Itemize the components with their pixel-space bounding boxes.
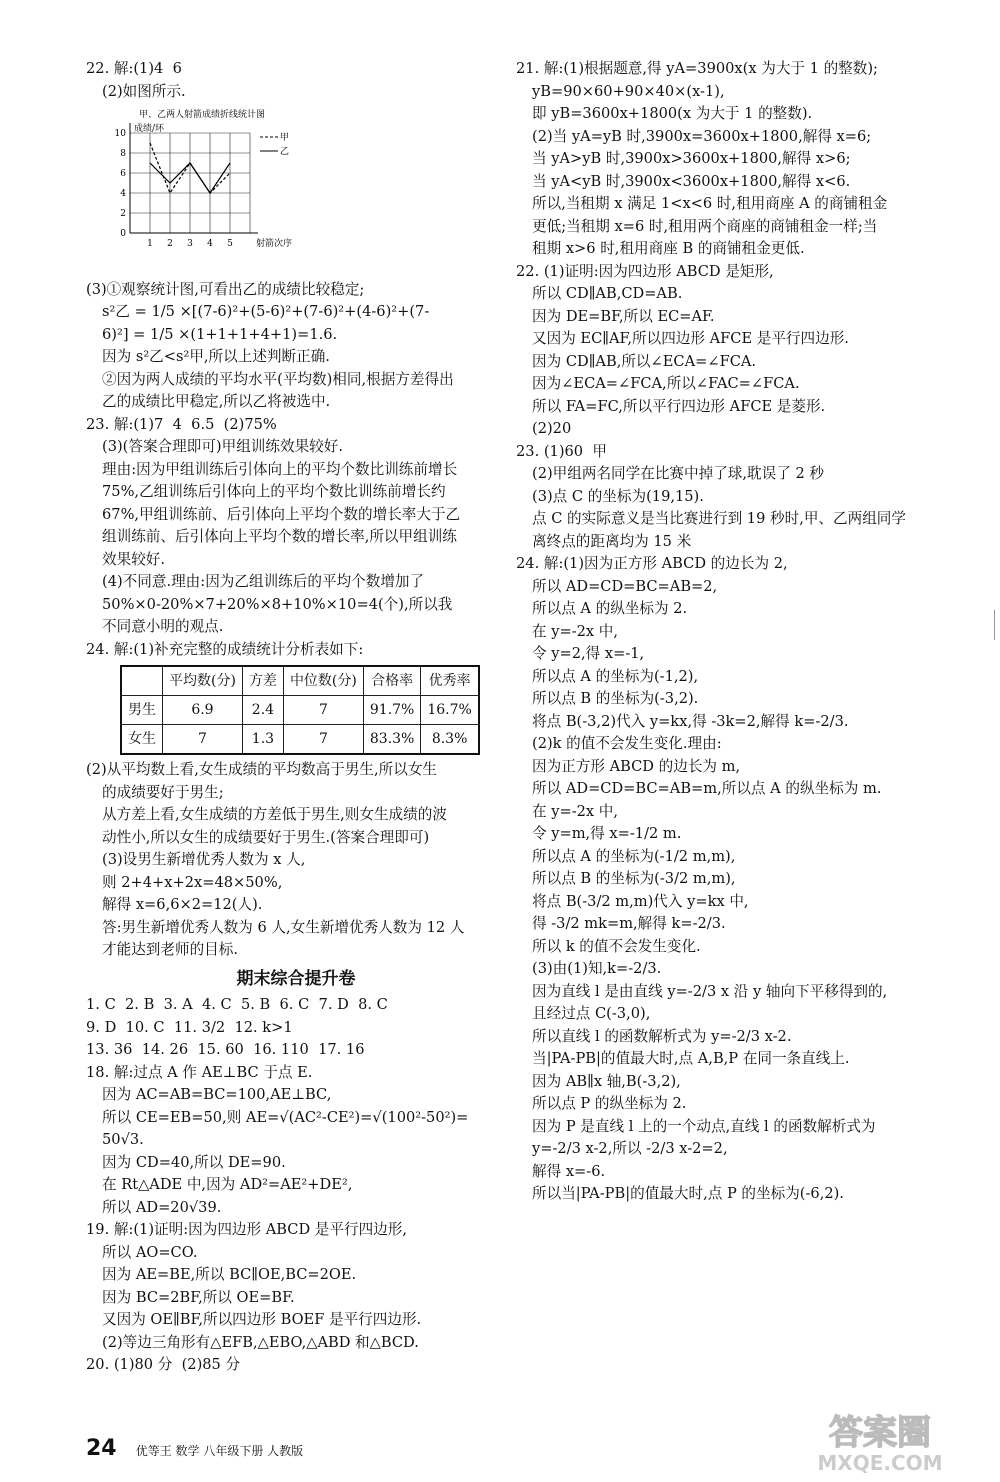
text-line: 得 -3/2 mk=m,解得 k=-2/3.	[532, 915, 726, 932]
text-line: 理由:因为甲组训练后引体向上的平均个数比训练前增长	[102, 460, 458, 478]
text-line: (2)等边三角形有△EFB,△EBO,△ABD 和△BCD.	[102, 1333, 419, 1351]
text-line: 所以 AD=20√39.	[102, 1198, 222, 1216]
text-line: 当 yA<yB 时,3900x<3600x+1800,解得 x<6.	[532, 172, 851, 190]
page-footer	[86, 1436, 303, 1461]
text-line: 所以点 A 的纵坐标为 2.	[532, 600, 688, 617]
text-line: 在 Rt△ADE 中,因为 AD²=AE²+DE²,	[102, 1176, 353, 1193]
text-line: yB=90×60+90×40×(x-1),	[532, 82, 725, 100]
text-line: 75%,乙组训练后引体向上的平均个数比训练前增长约	[102, 483, 446, 500]
text-line: (2)k 的值不会发生变化.理由:	[532, 735, 722, 752]
text-line: 答:男生新增优秀人数为 6 人,女生新增优秀人数为 12 人	[102, 918, 465, 936]
text-line: 50√3.	[102, 1131, 144, 1148]
table-cell: 2.4	[242, 696, 283, 725]
text-line: 23. (1)60 甲	[516, 442, 607, 460]
question-23-block	[86, 414, 506, 639]
text-line: 22. 解:(1)4 6	[86, 60, 182, 77]
text-line: 24. 解:(1)因为正方形 ABCD 的边长为 2,	[516, 555, 788, 572]
text-line: 因为直线 l 是由直线 y=-2/3 x 沿 y 轴向下平移得到的,	[532, 982, 888, 1000]
text-line: (2)从平均数上看,女生成绩的平均数高于男生,所以女生	[86, 761, 438, 778]
table-cell: 男生	[121, 696, 163, 725]
text-line: (2)如图所示.	[102, 82, 186, 100]
question-18-block	[86, 1062, 506, 1220]
section-title: 期末综合提升卷	[236, 968, 356, 989]
text-line: (4)不同意.理由:因为乙组训练后的平均个数增加了	[102, 573, 425, 590]
text-line: 因为 AE=BE,所以 BC∥OE,BC=2OE.	[102, 1266, 357, 1283]
y-tick-label: 6	[120, 169, 126, 179]
table-cell: 女生	[121, 725, 163, 755]
text-line: 令 y=2,得 x=-1,	[532, 645, 645, 662]
text-line: 的成绩要好于男生;	[102, 783, 224, 801]
text-line: 所以 AO=CO.	[102, 1243, 198, 1261]
text-line: 更低;当租期 x=6 时,租用两个商座的商铺租金一样;当	[532, 217, 878, 235]
text-line: 点 C 的实际意义是当比赛进行到 19 秒时,甲、乙两组同学	[532, 510, 906, 527]
text-line: ②因为两人成绩的平均水平(平均数)相同,根据方差得出	[102, 370, 454, 388]
text-line: 所以 CD∥AB,CD=AB.	[532, 285, 683, 302]
text-line: 所以 FA=FC,所以平行四边形 AFCE 是菱形.	[532, 397, 826, 415]
text-line: 所以点 B 的坐标为(-3/2 m,m),	[532, 870, 736, 887]
text-line: 因为 CD=40,所以 DE=90.	[102, 1153, 286, 1171]
text-line: 20. (1)80 分 (2)85 分	[86, 1356, 241, 1373]
text-line: 令 y=m,得 x=-1/2 m.	[532, 825, 682, 842]
text-line: 将点 B(-3/2 m,m)代入 y=kx 中,	[532, 892, 749, 910]
text-line: 且经过点 C(-3,0),	[532, 1005, 651, 1022]
table-cell: 中位数(分)	[283, 666, 363, 696]
x-axis-label: 射箭次序	[256, 239, 293, 249]
text-line: 组训练前、后引体向上平均个数的增长率,所以甲组训练	[102, 528, 457, 545]
table-cell: 16.7%	[421, 696, 479, 725]
text-line: 所以 AD=CD=BC=AB=m,所以点 A 的纵坐标为 m.	[532, 780, 882, 797]
text-line: 效果较好.	[102, 550, 166, 568]
text-line: 所以直线 l 的函数解析式为 y=-2/3 x-2.	[532, 1027, 792, 1045]
y-tick-label: 2	[120, 209, 126, 219]
text-line: (3)设男生新增优秀人数为 x 人,	[102, 851, 306, 868]
text-line: 所以点 B 的坐标为(-3,2).	[532, 690, 699, 707]
y-tick-label: 8	[120, 149, 126, 159]
table-cell: 6.9	[163, 696, 243, 725]
left-column	[86, 58, 506, 1377]
y-axis-label: 成绩/环	[134, 124, 165, 134]
right-column	[516, 58, 956, 1206]
text-line: 解得 x=6,6×2=12(人).	[102, 896, 263, 913]
x-tick-label: 2	[167, 239, 173, 249]
question-24-solution	[516, 553, 956, 1206]
table-cell: 1.3	[242, 725, 283, 755]
text-line: 所以点 A 的坐标为(-1/2 m,m),	[532, 847, 736, 865]
table-cell: 平均数(分)	[163, 666, 243, 696]
text-line: 9. D 10. C 11. 3/2 12. k>1	[86, 1018, 293, 1036]
y-tick-label: 4	[120, 189, 126, 199]
table-row	[121, 725, 479, 755]
table-cell: 8.3%	[421, 725, 479, 755]
text-line: 所以 CE=EB=50,则 AE=√(AC²-CE²)=√(100²-50²)=	[102, 1108, 469, 1126]
text-line: (2)当 yA=yB 时,3900x=3600x+1800,解得 x=6;	[532, 127, 872, 145]
table-cell: 7	[283, 725, 363, 755]
text-line: (3)由(1)知,k=-2/3.	[532, 960, 662, 977]
legend-label-jia: 甲	[280, 133, 290, 143]
y-tick-label: 0	[120, 229, 126, 239]
y-tick-label: 10	[114, 129, 126, 139]
text-line: 在 y=-2x 中,	[532, 622, 619, 640]
text-line: 22. (1)证明:因为四边形 ABCD 是矩形,	[516, 262, 774, 280]
legend-label-yi: 乙	[280, 147, 290, 157]
text-line: (3)点 C 的坐标为(19,15).	[532, 487, 704, 505]
chart-svg	[102, 107, 302, 267]
table-cell: 91.7%	[363, 696, 420, 725]
text-line: (2)20	[532, 420, 572, 437]
text-line: 将点 B(-3,2)代入 y=kx,得 -3k=2,解得 k=-2/3.	[532, 712, 849, 730]
text-line: 因为 BC=2BF,所以 OE=BF.	[102, 1288, 295, 1306]
page-number: 24	[86, 1436, 117, 1461]
table-cell: 83.3%	[363, 725, 420, 755]
text-line: 又因为 OE∥BF,所以四边形 BOEF 是平行四边形.	[102, 1311, 422, 1328]
question-22-part3	[86, 279, 506, 414]
text-line: 乙的成绩比甲稳定,所以乙将被选中.	[102, 393, 331, 410]
text-line: 1. C 2. B 3. A 4. C 5. B 6. C 7. D 8. C	[86, 996, 388, 1013]
text-line: 因为 DE=BF,所以 EC=AF.	[532, 307, 715, 325]
text-line: 即 yB=3600x+1800(x 为大于 1 的整数).	[532, 105, 813, 122]
question-20-block	[86, 1354, 506, 1377]
text-line: 又因为 EC∥AF,所以四边形 AFCE 是平行四边形.	[532, 330, 849, 347]
text-line: 当 yA>yB 时,3900x>3600x+1800,解得 x>6;	[532, 150, 851, 167]
stats-table	[120, 665, 480, 755]
table-cell: 优秀率	[421, 666, 479, 696]
text-line: 不同意小明的观点.	[102, 618, 224, 635]
x-tick-label: 1	[147, 239, 153, 249]
text-line: 13. 36 14. 26 15. 60 16. 110 17. 16	[86, 1041, 365, 1058]
question-24-block	[86, 639, 506, 662]
text-line: 50%×0-20%×7+20%×8+10%×10=4(个),所以我	[102, 595, 453, 613]
margin-mark	[994, 610, 995, 640]
table-row	[121, 696, 479, 725]
text-line: 因为正方形 ABCD 的边长为 m,	[532, 757, 741, 775]
question-21-block	[516, 58, 956, 261]
text-line: 离终点的距离均为 15 米	[532, 532, 692, 550]
question-22-proof	[516, 261, 956, 441]
text-line: 在 y=-2x 中,	[532, 802, 619, 820]
text-line: y=-2/3 x-2,所以 -2/3 x-2=2,	[532, 1140, 728, 1157]
question-19-block	[86, 1219, 506, 1354]
watermark-logo	[780, 1406, 980, 1476]
x-tick-label: 4	[207, 239, 213, 249]
x-tick-label: 3	[187, 239, 193, 249]
text-line: 因为 s²乙<s²甲,所以上述判断正确.	[102, 348, 330, 365]
text-line: 动性小,所以女生的成绩要好于男生.(答案合理即可)	[102, 828, 430, 846]
table-cell: 7	[163, 725, 243, 755]
text-line: 租期 x>6 时,租用商座 B 的商铺租金更低.	[532, 240, 805, 257]
x-tick-label: 5	[227, 239, 233, 249]
text-line: s²乙 = 1/5 ×[(7-6)²+(5-6)²+(7-6)²+(4-6)²+(7-	[102, 303, 430, 320]
text-line: 所以当|PA-PB|的值最大时,点 P 的坐标为(-6,2).	[532, 1185, 844, 1202]
text-line: 所以 k 的值不会发生变化.	[532, 937, 701, 955]
text-line: 所以点 A 的坐标为(-1,2),	[532, 667, 699, 685]
text-line: 因为 AB∥x 轴,B(-3,2),	[532, 1072, 681, 1090]
footer-text: 优等王 数学 八年级下册 人教版	[135, 1444, 304, 1458]
text-line: 所以,当租期 x 满足 1<x<6 时,租用商座 A 的商铺租金	[532, 195, 888, 212]
text-line: 当|PA-PB|的值最大时,点 A,B,P 在同一条直线上.	[532, 1050, 850, 1067]
text-line: 所以 AD=CD=BC=AB=2,	[532, 577, 718, 595]
text-line: 18. 解:过点 A 作 AE⊥BC 于点 E.	[86, 1063, 313, 1081]
text-line: (3)①观察统计图,可看出乙的成绩比较稳定;	[86, 280, 365, 298]
multiple-choice-answers	[86, 994, 506, 1062]
watermark-line1: 答案圈	[829, 1413, 931, 1453]
text-line: 才能达到老师的目标.	[102, 941, 238, 958]
line-chart	[102, 107, 506, 275]
text-line: 67%,甲组训练前、后引体向上平均个数的增长率大于乙	[102, 505, 461, 523]
text-line: 从方差上看,女生成绩的方差低于男生,则女生成绩的波	[102, 806, 447, 823]
text-line: 因为 CD∥AB,所以∠ECA=∠FCA.	[532, 352, 757, 370]
table-header-row	[121, 666, 479, 696]
table-cell	[121, 666, 163, 696]
text-line: 24. 解:(1)补充完整的成绩统计分析表如下:	[86, 640, 364, 658]
text-line: (2)甲组两名同学在比赛中掉了球,耽误了 2 秒	[532, 465, 824, 482]
watermark-line2: MXQE.COM	[817, 1451, 943, 1475]
text-line: 解得 x=-6.	[532, 1162, 606, 1180]
text-line: 因为 AC=AB=BC=100,AE⊥BC,	[102, 1086, 332, 1103]
question-24-rest	[86, 759, 506, 962]
text-line: 6)²] = 1/5 ×(1+1+1+4+1)=1.6.	[102, 325, 338, 343]
text-line: 则 2+4+x+2x=48×50%,	[102, 873, 283, 891]
text-line: 23. 解:(1)7 4 6.5 (2)75%	[86, 415, 277, 433]
text-line: 所以点 P 的纵坐标为 2.	[532, 1095, 687, 1112]
table-cell: 方差	[242, 666, 283, 696]
text-line: 21. 解:(1)根据题意,得 yA=3900x(x 为大于 1 的整数);	[516, 60, 878, 77]
chart-title: 甲、乙两人射箭成绩折线统计图	[138, 110, 266, 120]
question-22-block	[86, 58, 506, 103]
text-line: 因为 P 是直线 l 上的一个动点,直线 l 的函数解析式为	[532, 1117, 876, 1135]
question-23-block	[516, 441, 956, 554]
table-cell: 合格率	[363, 666, 420, 696]
table-cell: 7	[283, 696, 363, 725]
text-line: 因为∠ECA=∠FCA,所以∠FAC=∠FCA.	[532, 375, 800, 392]
text-line: 19. 解:(1)证明:因为四边形 ABCD 是平行四边形,	[86, 1221, 407, 1238]
text-line: (3)(答案合理即可)甲组训练效果较好.	[102, 438, 344, 455]
